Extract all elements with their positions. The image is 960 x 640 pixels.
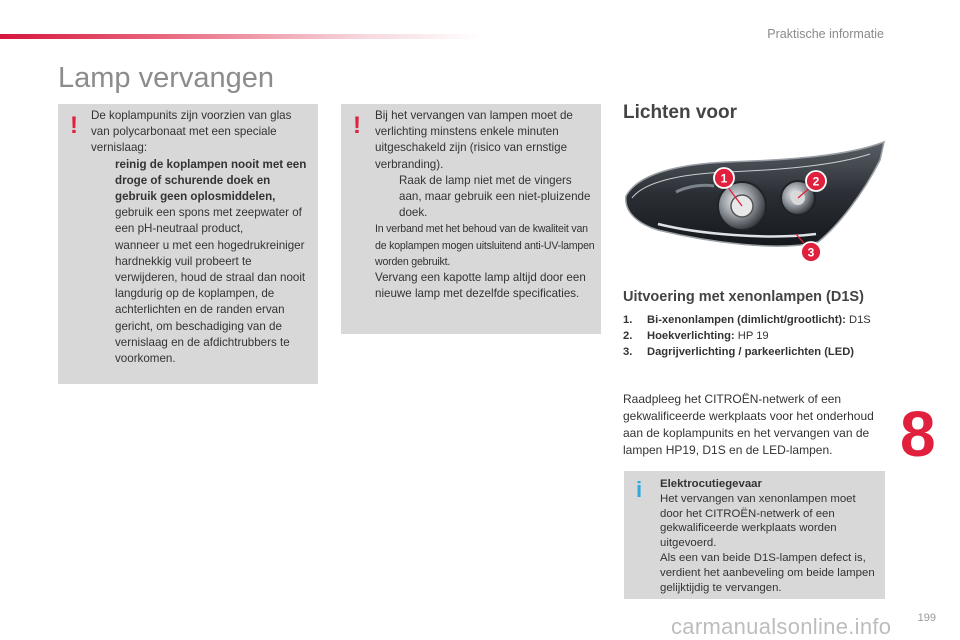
bullet-text: reinig de koplampen nooit met een droge of schurende doek en gebruik geen oplosmiddelen, [115, 157, 307, 204]
warning-bullet [91, 238, 308, 368]
bullet-text: Raak de lamp niet met de vingers aan, maar gebruik een niet-pluizende doek. [399, 173, 591, 220]
info-title: Elektrocutiegevaar [660, 478, 762, 490]
service-paragraph: Raadpleeg het CITROËN-netwerk of een gekwalificeerde werkplaats voor het onderhoud aan de koplampunits en het vervangen van de lampen HP19, D1S en de LED-lampen. [623, 392, 874, 457]
warning-box-lamp-replacement [341, 104, 601, 334]
top-accent-bar [0, 34, 480, 39]
exclamation-icon: ! [353, 112, 361, 139]
watermark: carmanualsonline.info [671, 614, 892, 639]
warning-box-varnish [58, 104, 318, 384]
page-number: 199 [917, 612, 936, 624]
list-item-text [647, 312, 871, 328]
info-icon: i [636, 477, 643, 502]
exclamation-icon: ! [70, 112, 78, 139]
callout-2-label: 2 [812, 174, 820, 189]
headlamp-drawing [618, 134, 888, 272]
headlamp-illustration [618, 134, 888, 272]
warning-intro: Bij het vervangen van lampen moet de verlichting minstens enkele minuten uitgeschakeld zijn (risico van ernstige verbranding). [375, 109, 573, 171]
page-title: Lamp vervangen [58, 62, 275, 94]
warning-outro: Vervang een kapotte lamp altijd door een nieuwe lamp met dezelfde specificaties. [375, 271, 586, 301]
info-box-electrocution [624, 471, 885, 599]
info-text-1: Het vervangen van xenonlampen moet door het CITROËN-netwerk of een gekwalificeerde werkplaats worden uitgevoerd. [660, 492, 856, 550]
bullet-text: wanneer u met een hogedrukreiniger hardnekkig vuil probeert te verwijderen, houd de straal dan nooit langdurig op de koplampen, de achterlichten en de randen ervan gericht, om beschadiging van de vernislaag en de afdichtrubbers te voorkomen. [115, 238, 306, 366]
header-section-title: Praktische informatie [767, 27, 884, 41]
warning-note: In verband met het behoud van de kwaliteit van de koplampen mogen uitsluitend anti-UV-lampen worden gebruikt. [375, 223, 595, 268]
warning-bullet [91, 205, 308, 237]
bullet-marker-icon [91, 238, 115, 368]
list-item-text [647, 344, 854, 360]
callout-1-label: 1 [720, 171, 728, 186]
list-item-text [647, 328, 769, 344]
bullet-marker-icon [91, 205, 115, 237]
list-item [623, 344, 893, 360]
bullet-text: gebruik een spons met zeepwater of een pH-neutraal product, [115, 206, 302, 236]
bulb-list [623, 312, 893, 360]
subtitle-xenon: Uitvoering met xenonlampen (D1S) [623, 289, 864, 305]
callout-3-label: 3 [807, 245, 815, 260]
warning-bullet [91, 157, 308, 206]
list-item-value: D1S [849, 314, 871, 326]
list-item [623, 328, 893, 344]
list-item [623, 312, 893, 328]
section-title-front-lights: Lichten voor [623, 102, 738, 123]
list-item-label: Bi-xenonlampen (dimlicht/grootlicht): [647, 314, 846, 326]
list-item-label: Hoekverlichting: [647, 330, 735, 342]
warning-bullet [375, 173, 595, 222]
warning-intro: De koplampunits zijn voorzien van glas van polycarbonaat met een speciale vernislaag: [91, 109, 292, 155]
list-item-number: 1. [623, 314, 633, 326]
chapter-number: 8 [900, 398, 936, 470]
list-item-number: 3. [623, 346, 633, 358]
list-item-number: 2. [623, 330, 633, 342]
list-item-value: HP 19 [737, 330, 769, 342]
bullet-marker-icon [375, 173, 399, 222]
bullet-marker-icon [91, 157, 115, 206]
list-item-label: Dagrijverlichting / parkeerlichten (LED) [647, 346, 855, 358]
info-text-2: Als een van beide D1S-lampen defect is, verdient het aanbeveling om beide lampen gelijktijdig te vervangen. [660, 551, 875, 594]
